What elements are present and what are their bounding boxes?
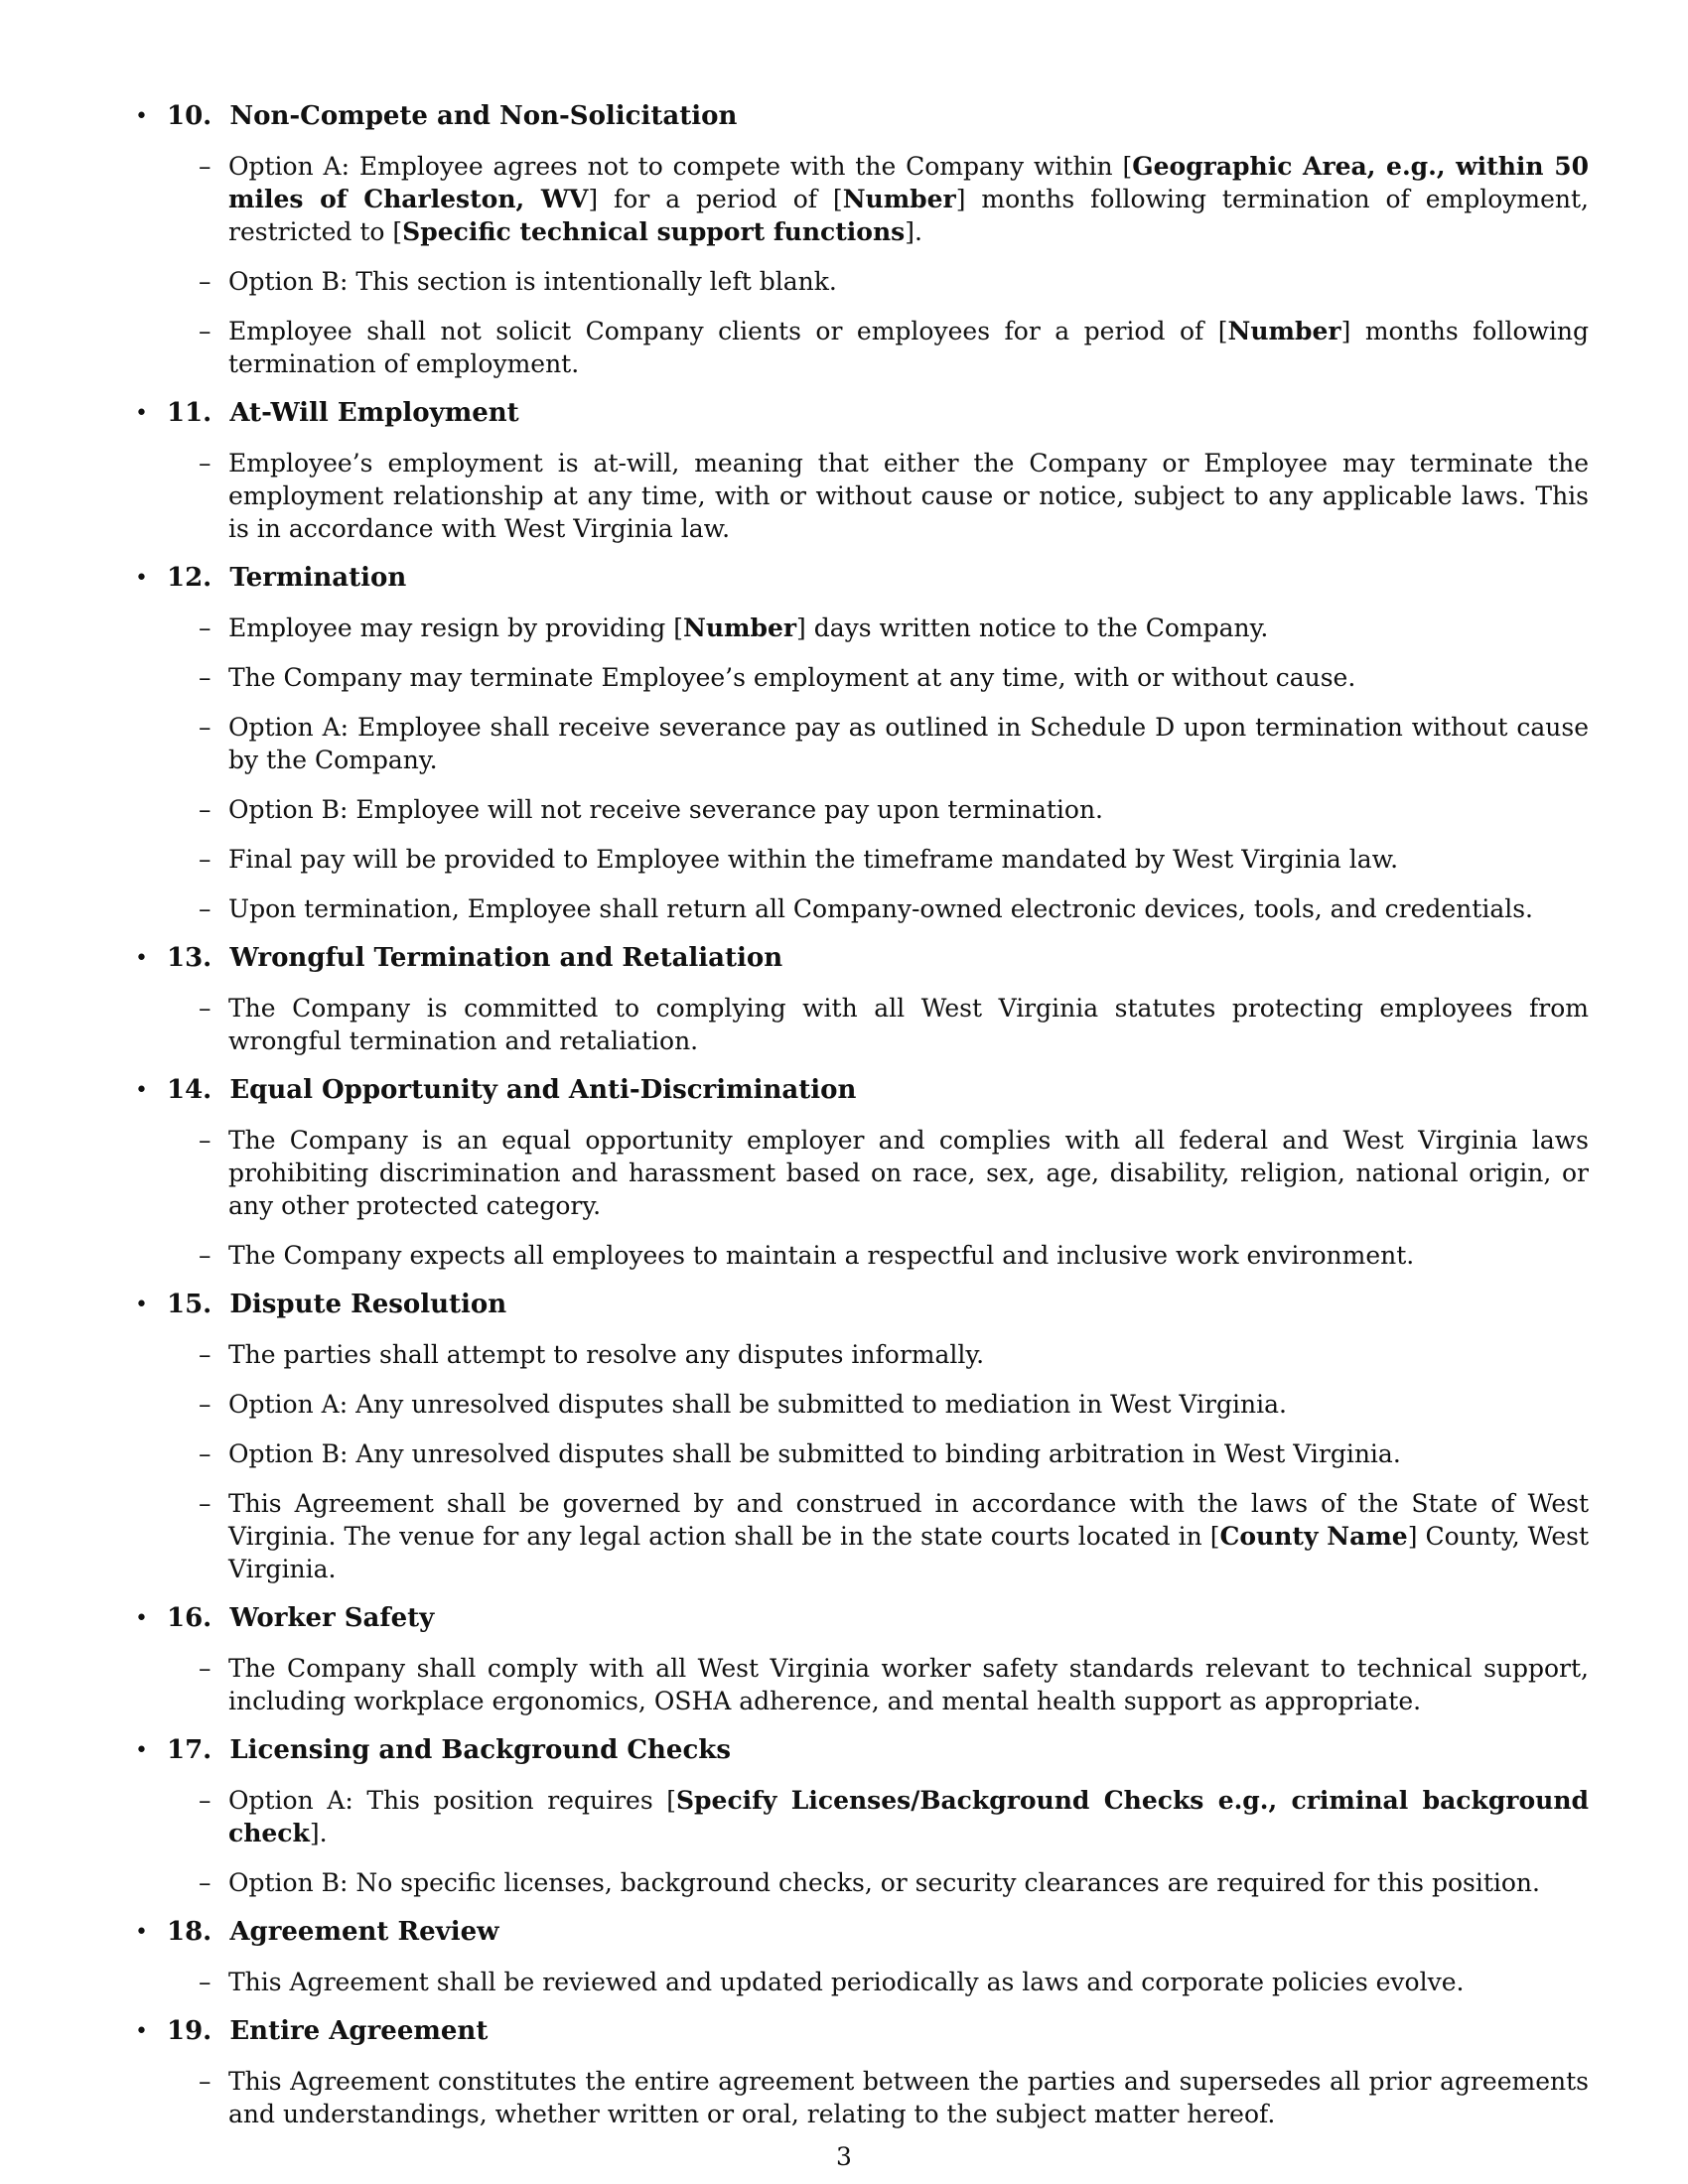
section-title-text: Entire Agreement — [229, 2016, 489, 2046]
section-title — [167, 1074, 1589, 1107]
placeholder-text: Specify Licenses/Background Checks e.g., criminal background check — [228, 1786, 1589, 1847]
placeholder-text: County Name — [1219, 1522, 1408, 1551]
clause-list — [167, 1966, 1589, 1998]
section — [135, 1289, 1589, 1585]
bullet-icon: • — [135, 1738, 148, 1763]
dash-icon: – — [199, 845, 211, 874]
bullet-icon: • — [135, 1606, 148, 1631]
clause-list — [167, 992, 1589, 1057]
section-number: 10. — [167, 101, 212, 131]
clause-text: The Company shall comply with all West Virginia worker safety standards relevant to technical support, including workplace ergonomics, OSHA adherence, and mental health support as appropriate. — [228, 1654, 1589, 1715]
section — [135, 397, 1589, 545]
section-title — [167, 2015, 1589, 2048]
section-number: 12. — [167, 563, 212, 593]
dash-icon: – — [199, 1654, 211, 1683]
dash-icon: – — [199, 152, 211, 181]
clause-item — [199, 1437, 1589, 1470]
clause-item — [199, 315, 1590, 380]
bullet-icon: • — [135, 1920, 148, 1945]
dash-icon: – — [199, 1968, 211, 1996]
clause-item — [199, 1866, 1589, 1899]
clause-text: Option A: Employee agrees not to compete with the Company within [ — [228, 152, 1133, 181]
clause-list — [167, 1124, 1589, 1272]
clause-item — [199, 150, 1589, 248]
clause-text: ]. — [905, 217, 922, 246]
clause-list — [167, 2065, 1589, 2130]
clause-text: Option B: This section is intentionally left blank. — [228, 267, 837, 296]
clause-list — [167, 447, 1589, 545]
section-title-text: Wrongful Termination and Retaliation — [229, 943, 783, 973]
dash-icon: – — [199, 1868, 211, 1897]
dash-icon: – — [199, 894, 211, 923]
page-number: 3 — [836, 2142, 852, 2171]
clause-list — [167, 612, 1589, 925]
section — [135, 562, 1589, 925]
clause-list — [167, 1784, 1589, 1899]
placeholder-text: Number — [1227, 317, 1341, 345]
section — [135, 1734, 1589, 1899]
section-title — [167, 1289, 1589, 1321]
bullet-icon: • — [135, 1293, 148, 1317]
dash-icon: – — [199, 663, 211, 692]
section-number: 15. — [167, 1290, 212, 1319]
clause-item — [199, 992, 1589, 1057]
clause-text: Option B: Any unresolved disputes shall be submitted to binding arbitration in West Virginia. — [228, 1439, 1401, 1468]
clause-item — [199, 843, 1589, 876]
clause-text: The Company may terminate Employee’s employment at any time, with or without cause. — [228, 663, 1356, 692]
clause-item — [199, 1784, 1589, 1849]
clause-item — [199, 447, 1589, 545]
section-number: 19. — [167, 2016, 212, 2046]
bullet-icon: • — [135, 1078, 148, 1103]
section-title-text: At-Will Employment — [229, 398, 519, 428]
clause-item — [199, 892, 1589, 925]
clause-text: The Company expects all employees to maintain a respectful and inclusive work environment. — [228, 1241, 1415, 1270]
clause-text: Upon termination, Employee shall return all Company-owned electronic devices, tools, and credentials. — [228, 894, 1534, 923]
bullet-icon: • — [135, 104, 148, 129]
clause-item — [199, 1487, 1589, 1585]
clause-text: ] for a period of [ — [588, 185, 843, 213]
dash-icon: – — [199, 1340, 211, 1369]
clause-item — [199, 1338, 1589, 1371]
section — [135, 2015, 1589, 2130]
section-title — [167, 1602, 1589, 1635]
dash-icon: – — [199, 1489, 211, 1518]
clause-item — [199, 793, 1589, 826]
dash-icon: – — [199, 267, 211, 296]
clause-list — [167, 1652, 1589, 1717]
clause-text: Option B: Employee will not receive severance pay upon termination. — [228, 795, 1103, 824]
section-number: 16. — [167, 1603, 212, 1633]
clause-text: Option B: No specific licenses, background checks, or security clearances are required for this position. — [228, 1868, 1540, 1897]
section-title-text: Agreement Review — [229, 1917, 499, 1947]
clause-item — [199, 265, 1589, 298]
clause-item — [199, 1124, 1589, 1222]
clause-text: This Agreement constitutes the entire agreement between the parties and supersedes all prior agreements and understandings, whether written or oral, relating to the subject matter hereof. — [228, 2067, 1589, 2128]
bullet-icon: • — [135, 566, 148, 591]
section-title — [167, 1916, 1589, 1949]
document-body — [135, 100, 1589, 2147]
section-number: 13. — [167, 943, 212, 973]
section-title-text: Licensing and Background Checks — [229, 1735, 731, 1765]
dash-icon: – — [199, 1786, 211, 1815]
dash-icon: – — [199, 1390, 211, 1419]
clause-item — [199, 612, 1589, 644]
clause-text: ] months following termination of employment, restricted to [ — [228, 185, 1589, 246]
clause-text: Employee may resign by providing [ — [228, 614, 683, 642]
bullet-icon: • — [135, 401, 148, 426]
clause-text: ] County, West Virginia. — [228, 1522, 1589, 1583]
bullet-icon: • — [135, 2019, 148, 2044]
section-title — [167, 397, 1589, 430]
section — [135, 1916, 1589, 1998]
clause-item — [199, 711, 1589, 776]
clause-item — [199, 1388, 1589, 1421]
section-title-text: Non-Compete and Non-Solicitation — [229, 101, 738, 131]
clause-list — [167, 1338, 1589, 1585]
clause-text: The parties shall attempt to resolve any disputes informally. — [228, 1340, 985, 1369]
dash-icon: – — [199, 994, 211, 1023]
clause-text: This Agreement shall be governed by and construed in accordance with the laws of the State of West Virginia. The venue for any legal action shall be in the state courts located in [ — [228, 1489, 1589, 1551]
placeholder-text: Specific technical support functions — [402, 217, 906, 246]
clause-text: ] days written notice to the Company. — [796, 614, 1269, 642]
clause-text: The Company is committed to complying with all West Virginia statutes protecting employees from wrongful termination and retaliation. — [228, 994, 1589, 1055]
clause-item — [199, 1966, 1589, 1998]
section-number: 17. — [167, 1735, 212, 1765]
dash-icon: – — [199, 1439, 211, 1468]
section-title-text: Worker Safety — [229, 1603, 435, 1633]
dash-icon: – — [199, 795, 211, 824]
clause-list — [167, 150, 1589, 380]
section-title-text: Dispute Resolution — [229, 1290, 507, 1319]
clause-item — [199, 2065, 1589, 2130]
clause-text: Final pay will be provided to Employee within the timeframe mandated by West Virginia law. — [228, 845, 1399, 874]
dash-icon: – — [199, 713, 211, 742]
clause-text: Option A: Employee shall receive severance pay as outlined in Schedule D upon termination without cause by the Company. — [228, 713, 1589, 774]
placeholder-text: Geographic Area, e.g., within 50 miles of Charleston, WV — [228, 152, 1589, 213]
section — [135, 1602, 1589, 1717]
section-number: 11. — [167, 398, 212, 428]
placeholder-text: Number — [842, 185, 956, 213]
dash-icon: – — [199, 1241, 211, 1270]
section-title — [167, 100, 1589, 133]
section — [135, 942, 1589, 1057]
section-title — [167, 942, 1589, 975]
bullet-icon: • — [135, 946, 148, 971]
dash-icon: – — [199, 1126, 211, 1155]
clause-text: ]. — [309, 1819, 328, 1847]
dash-icon: – — [199, 2067, 211, 2096]
clause-item — [199, 1652, 1589, 1717]
clause-text: Employee shall not solicit Company clients or employees for a period of [ — [228, 317, 1228, 345]
dash-icon: – — [199, 317, 211, 345]
clause-item — [199, 1239, 1589, 1272]
clause-text: Employee’s employment is at-will, meaning that either the Company or Employee may terminate the employment relationship at any time, with or without cause or notice, subject to any applicable laws. This is in accordance with West Virginia law. — [228, 449, 1589, 543]
section-title-text: Equal Opportunity and Anti-Discrimination — [229, 1075, 857, 1105]
clause-text: ] months following termination of employment. — [228, 317, 1590, 378]
section-number: 18. — [167, 1917, 212, 1947]
section — [135, 100, 1589, 380]
section-title-text: Termination — [229, 563, 407, 593]
clause-text: This Agreement shall be reviewed and updated periodically as laws and corporate policies evolve. — [228, 1968, 1465, 1996]
clause-text: Option A: This position requires [ — [228, 1786, 676, 1815]
section-title — [167, 1734, 1589, 1767]
dash-icon: – — [199, 449, 211, 478]
section-title — [167, 562, 1589, 595]
clause-text: Option A: Any unresolved disputes shall be submitted to mediation in West Virginia. — [228, 1390, 1287, 1419]
clause-text: The Company is an equal opportunity employer and complies with all federal and West Virginia laws prohibiting discrimination and harassment based on race, sex, age, disability, religion, national origin, or any other protected category. — [228, 1126, 1589, 1220]
clause-item — [199, 661, 1589, 694]
dash-icon: – — [199, 614, 211, 642]
placeholder-text: Number — [682, 614, 797, 642]
section — [135, 1074, 1589, 1272]
section-number: 14. — [167, 1075, 212, 1105]
